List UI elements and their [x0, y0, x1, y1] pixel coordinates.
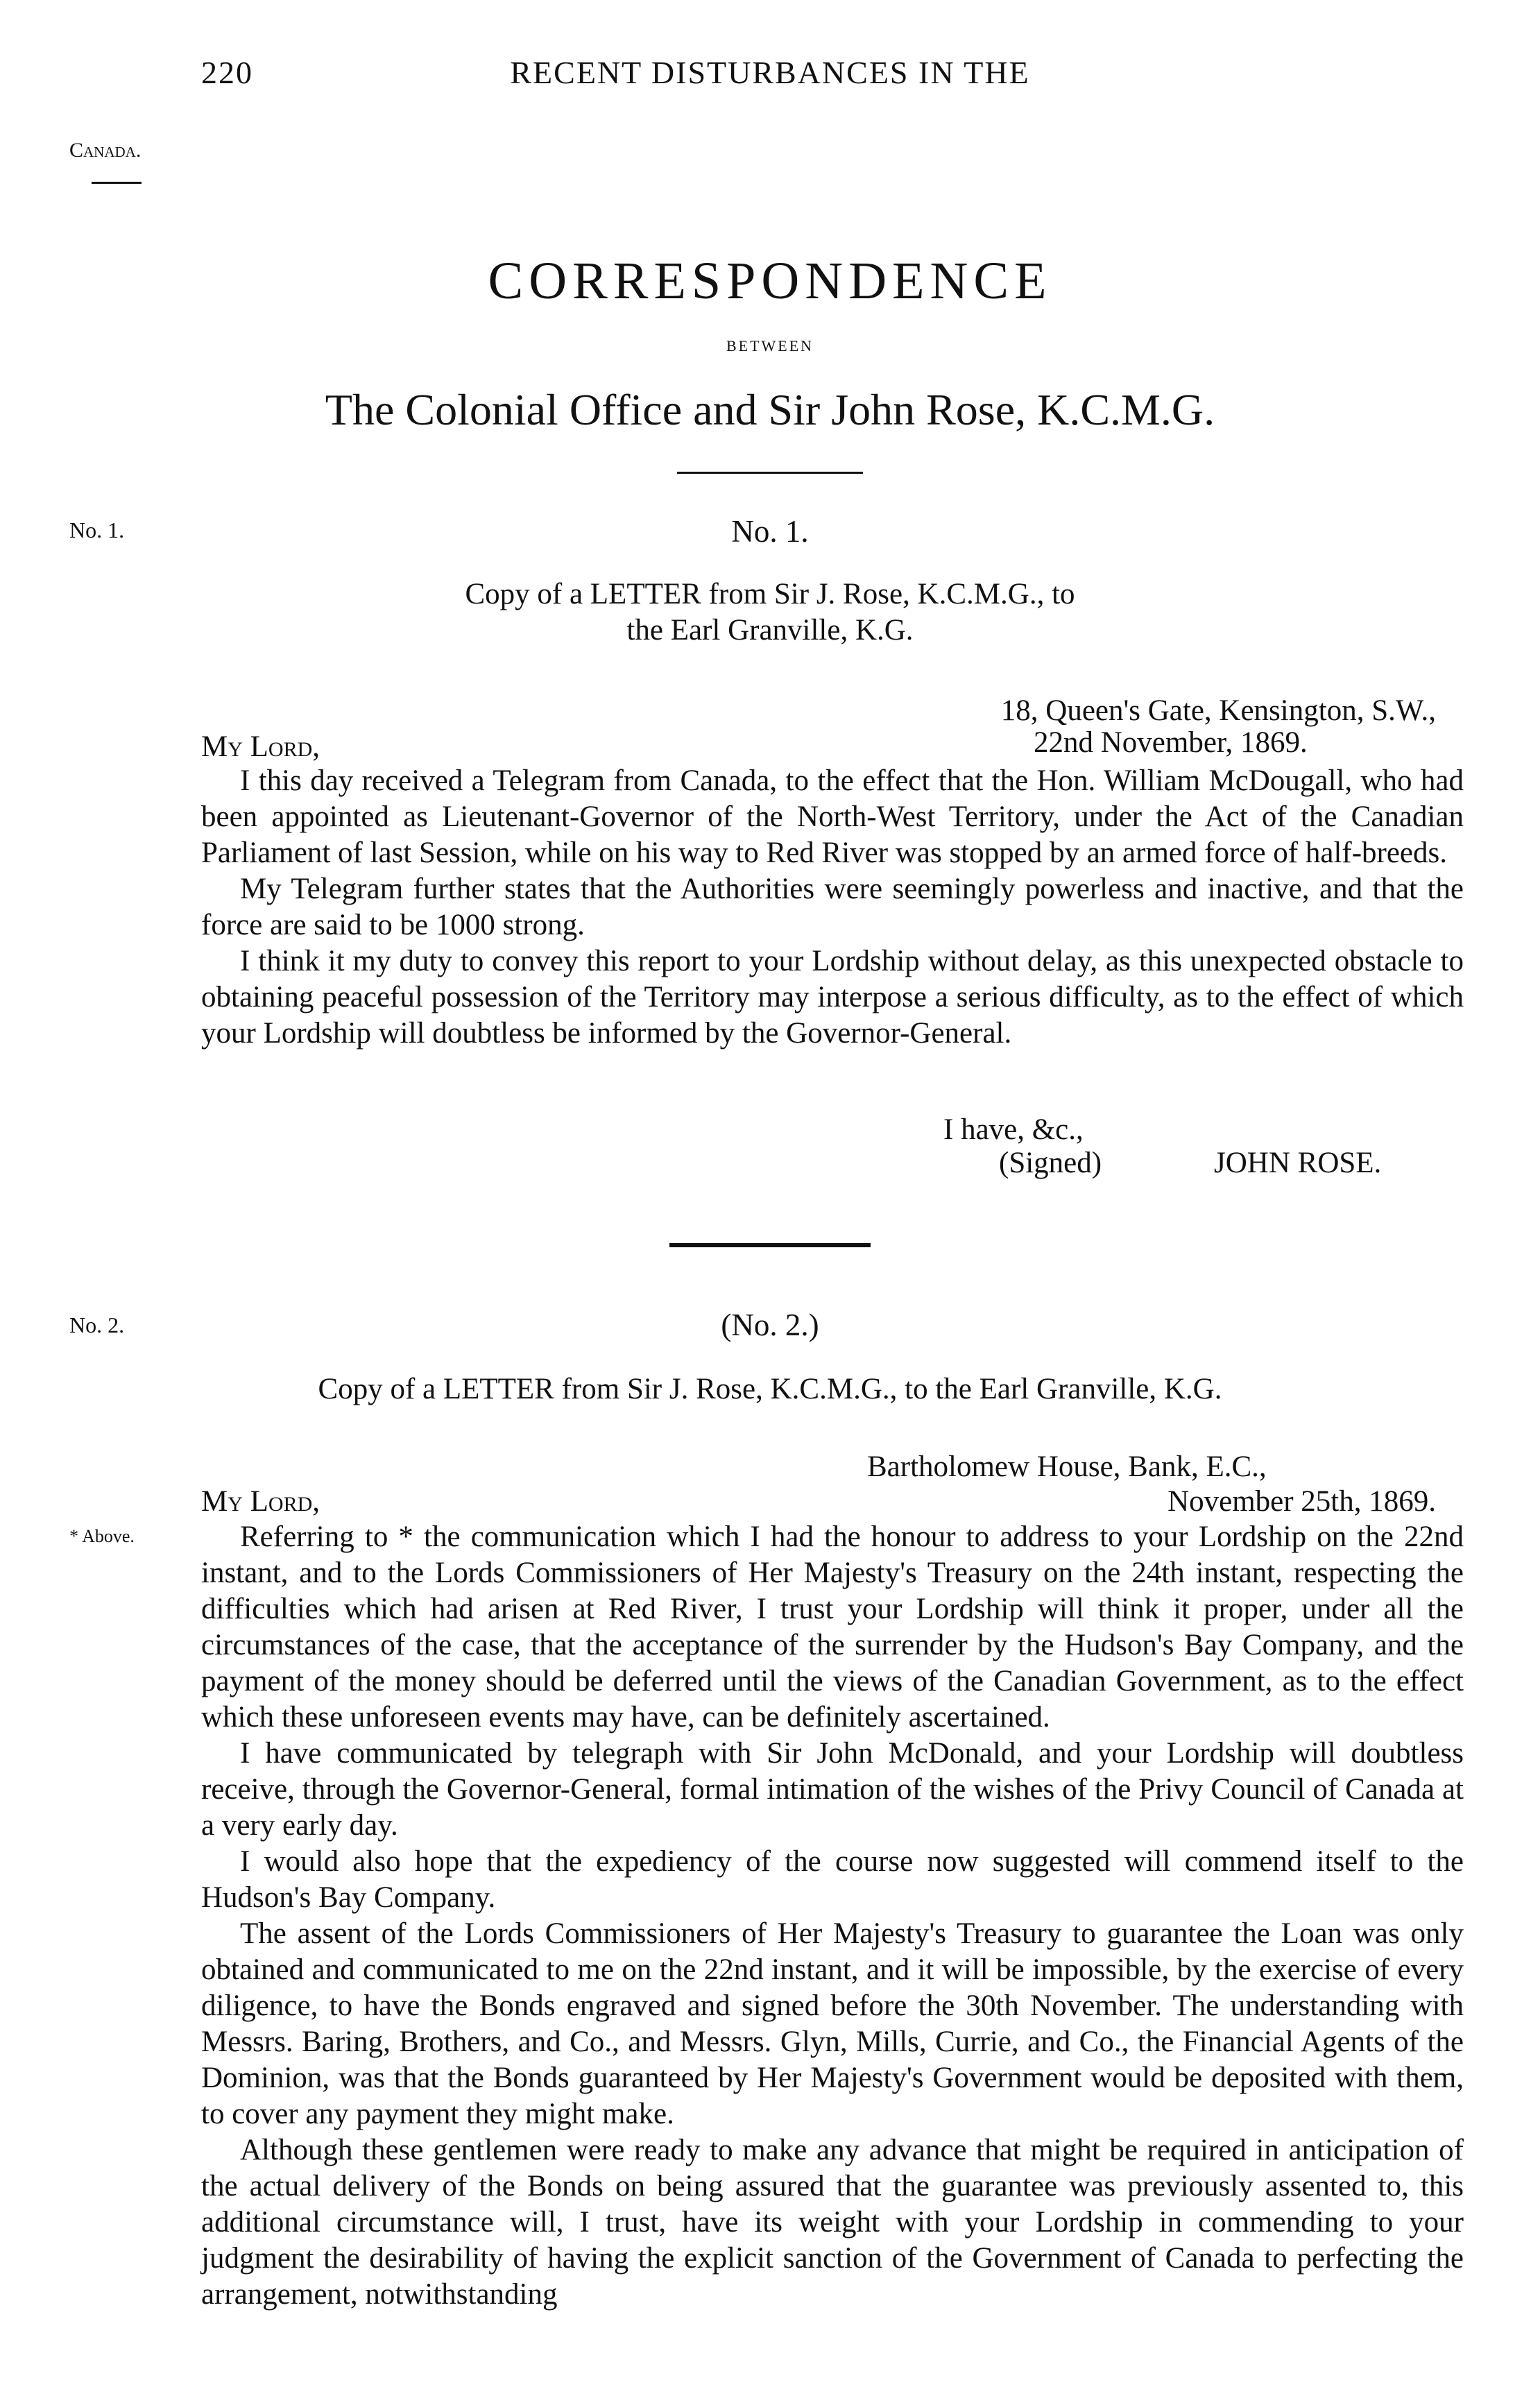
letter2-body	[201, 1519, 1464, 2313]
letter2-paragraph-2: I have communicated by telegraph with Sir John McDonald, and your Lordship will doubtless receive, through the Governor-General, formal intimation of the wishes of the Privy Council of Canada at a very early day.	[201, 1737, 1464, 1842]
section-divider	[669, 1243, 871, 1247]
letter2-heading: Copy of a LETTER from Sir J. Rose, K.C.M.G., to the Earl Granville, K.G.	[318, 1373, 1222, 1405]
letter1-salutation: My Lord,	[201, 730, 320, 763]
letter1-signed: (Signed)	[999, 1147, 1102, 1179]
letter1-paragraph-3: I think it my duty to convey this report to your Lordship without delay, as this unexpected obstacle to obtaining peaceful possession of the Territory may interpose a serious difficulty, as to the effect of which your Lordship will doubtless be informed by the Governor-General.	[201, 945, 1464, 1050]
letter1-body	[201, 763, 1464, 1052]
margin-note-above: * Above.	[69, 1526, 135, 1546]
letter1-closing: I have, &c.,	[943, 1113, 1084, 1146]
letter1-paragraph-1: I this day received a Telegram from Canada, to the effect that the Hon. William McDougall, who had been appointed as Lieutenant-Governor of the North-West Territory, under the Act of the Canadian Parliament of last Session, while on his way to Red River was stopped by an armed force of half-breeds.	[201, 764, 1464, 869]
running-title: RECENT DISTURBANCES IN THE	[510, 55, 1030, 90]
title-between: BETWEEN	[726, 337, 814, 354]
letter2-address: Bartholomew House, Bank, E.C.,	[867, 1450, 1267, 1483]
letter1-address: 18, Queen's Gate, Kensington, S.W.,	[1000, 694, 1436, 727]
letter2-number: (No. 2.)	[721, 1308, 819, 1342]
letter1-number: No. 1.	[731, 514, 809, 549]
margin-note-no2: No. 2.	[69, 1312, 125, 1337]
letter1-paragraph-2: My Telegram further states that the Authorities were seemingly powerless and inactive, and that the force are said to be 1000 strong.	[201, 873, 1464, 941]
letter1-heading-line2: the Earl Granville, K.G.	[626, 614, 914, 647]
margin-rule	[92, 182, 142, 184]
letter1-date: 22nd November, 1869.	[1034, 726, 1308, 759]
letter2-paragraph-5: Although these gentlemen were ready to make any advance that might be required in anticipation of the actual delivery of the Bonds on being assured that the guarantee was previously assented to, this additional circumstance will, I trust, have its weight with your Lordship in commending to your judgment the desirability of having the explicit sanction of the Government of Canada to perfecting the arrangement, notwithstanding	[201, 2134, 1464, 2311]
title-rule	[677, 472, 863, 474]
letter2-paragraph-3: I would also hope that the expediency of the course now suggested will commend itself to the Hudson's Bay Company.	[201, 1845, 1464, 1914]
margin-note-no1: No. 1.	[69, 517, 125, 542]
page-number: 220	[201, 55, 253, 90]
letter1-signature: JOHN ROSE.	[1214, 1147, 1382, 1179]
title-correspondence: CORRESPONDENCE	[488, 252, 1052, 310]
letter1-heading-line1: Copy of a LETTER from Sir J. Rose, K.C.M.G., to	[465, 578, 1075, 610]
letter2-paragraph-1: Referring to * the communication which I had the honour to address to your Lordship on the 22nd instant, and to the Lords Commissioners of Her Majesty's Treasury on the 24th instant, respecting the difficulties which had arisen at Red River, I trust your Lordship will think it proper, under all the circumstances of the case, that the acceptance of the surrender by the Hudson's Bay Company, and the payment of the money should be deferred until the views of the Canadian Government, as to the effect which these unforeseen events may have, can be definitely ascertained.	[201, 1521, 1464, 1734]
letter2-date: November 25th, 1869.	[1167, 1485, 1436, 1518]
margin-note-canada: Canada.	[69, 139, 142, 162]
letter2-paragraph-4: The assent of the Lords Commissioners of Her Majesty's Treasury to guarantee the Loan was only obtained and communicated to me on the 22nd instant, and it will be impossible, by the exercise of every diligence, to have the Bonds engraved and signed before the 30th November. The understanding with Messrs. Baring, Brothers, and Co., and Messrs. Glyn, Mills, Currie, and Co., the Financial Agents of the Dominion, was that the Bonds guaranteed by Her Majesty's Government would be deposited with them, to cover any payment they might make.	[201, 1917, 1464, 2130]
letter2-salutation: My Lord,	[201, 1485, 320, 1518]
title-subtitle: The Colonial Office and Sir John Rose, K.C.M.G.	[325, 385, 1215, 434]
